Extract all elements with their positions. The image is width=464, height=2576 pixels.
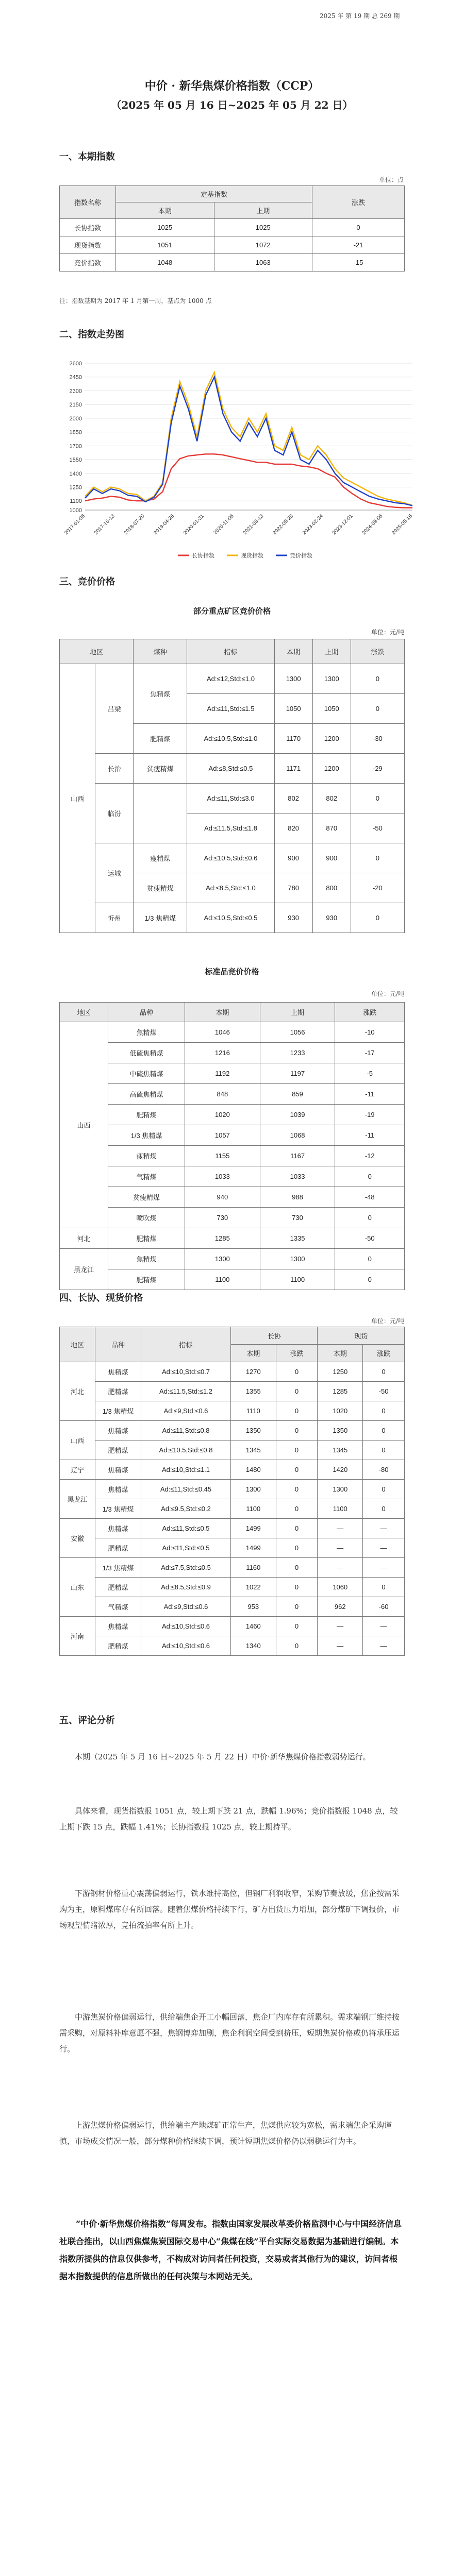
legend-label: 长协指数 bbox=[192, 553, 214, 559]
th-current: 本期 bbox=[274, 639, 312, 664]
previous-cell: 1200 bbox=[312, 754, 351, 784]
region-cell: 河北 bbox=[60, 1228, 108, 1249]
spec-cell: Ad:≤8.5,Std:≤0.9 bbox=[141, 1578, 231, 1597]
change-cell: -48 bbox=[335, 1187, 405, 1208]
coal-cell: 焦精煤 bbox=[95, 1421, 141, 1440]
current-cell: 930 bbox=[274, 903, 312, 933]
spot-current-cell: — bbox=[318, 1558, 363, 1578]
section1-unit: 单位：点 bbox=[379, 176, 404, 183]
long-current-cell: 1355 bbox=[231, 1382, 276, 1401]
previous-cell: 1068 bbox=[260, 1125, 335, 1146]
spot-change-cell: 0 bbox=[363, 1480, 405, 1499]
index-current-cell: 1048 bbox=[116, 254, 214, 272]
city-cell: 临汾 bbox=[95, 784, 134, 843]
change-cell: 0 bbox=[335, 1208, 405, 1228]
region-cell: 山东 bbox=[60, 1558, 95, 1617]
report-title: 中价 · 新华焦煤价格指数（CCP） bbox=[144, 79, 320, 93]
th-change: 涨跌 bbox=[335, 1003, 405, 1022]
standard-auction-title: 标准品竞价价格 bbox=[205, 967, 259, 976]
spec-cell: Ad:≤10.5,Std:≤0.5 bbox=[187, 903, 274, 933]
current-cell: 1171 bbox=[274, 754, 312, 784]
index-change-cell: 0 bbox=[312, 219, 405, 236]
change-cell: 0 bbox=[351, 694, 404, 724]
index-change-cell: -15 bbox=[312, 254, 405, 272]
long-change-cell: 0 bbox=[276, 1480, 318, 1499]
current-cell: 1046 bbox=[185, 1022, 260, 1043]
y-tick-label: 1850 bbox=[69, 429, 82, 436]
section-long-spot-heading: 四、长协、现货价格 bbox=[59, 1293, 143, 1303]
x-tick-label: 2020-11-06 bbox=[212, 513, 235, 536]
long-current-cell: 1340 bbox=[231, 1636, 276, 1656]
spec-cell: Ad:≤10,Std:≤0.6 bbox=[141, 1617, 231, 1636]
long-spot-price-table bbox=[59, 1327, 405, 1656]
th-region: 地区 bbox=[60, 639, 134, 664]
th-previous: 上期 bbox=[312, 639, 351, 664]
index-previous-cell: 1025 bbox=[214, 219, 312, 236]
th-current: 本期 bbox=[116, 202, 214, 219]
current-cell: 1192 bbox=[185, 1063, 260, 1084]
change-cell: 0 bbox=[335, 1269, 405, 1290]
section-trend-chart-heading: 二、指数走势图 bbox=[59, 329, 124, 340]
coal-cell: 瘦精煤 bbox=[108, 1146, 185, 1166]
long-current-cell: 953 bbox=[231, 1597, 276, 1617]
spot-current-cell: 1250 bbox=[318, 1362, 363, 1382]
spot-current-cell: 1100 bbox=[318, 1499, 363, 1519]
y-tick-label: 1250 bbox=[69, 484, 82, 491]
coal-cell: 高硫焦精煤 bbox=[108, 1084, 185, 1105]
series-line bbox=[85, 454, 412, 507]
series-line bbox=[85, 372, 412, 505]
current-cell: 1033 bbox=[185, 1166, 260, 1187]
coal-cell: 肥精煤 bbox=[95, 1578, 141, 1597]
spot-current-cell: 1060 bbox=[318, 1578, 363, 1597]
spec-cell: Ad:≤10.5,Std:≤0.8 bbox=[141, 1440, 231, 1460]
report-date-range: （2025 年 05 月 16 日~2025 年 05 月 22 日） bbox=[111, 99, 353, 111]
previous-cell: 1300 bbox=[260, 1249, 335, 1269]
long-current-cell: 1460 bbox=[231, 1617, 276, 1636]
previous-cell: 802 bbox=[312, 784, 351, 814]
change-cell: -12 bbox=[335, 1146, 405, 1166]
region-cell: 河南 bbox=[60, 1617, 95, 1656]
spot-current-cell: 1285 bbox=[318, 1382, 363, 1401]
coal-cell: 肥精煤 bbox=[108, 1269, 185, 1290]
spot-change-cell: 0 bbox=[363, 1401, 405, 1421]
spot-change-cell: -60 bbox=[363, 1597, 405, 1617]
long-change-cell: 0 bbox=[276, 1519, 318, 1538]
previous-cell: 1100 bbox=[260, 1269, 335, 1290]
spot-current-cell: — bbox=[318, 1519, 363, 1538]
spot-change-cell: — bbox=[363, 1617, 405, 1636]
coal-cell: 肥精煤 bbox=[95, 1382, 141, 1401]
spot-change-cell: 0 bbox=[363, 1578, 405, 1597]
spec-cell: Ad:≤10.5,Std:≤1.0 bbox=[187, 724, 274, 754]
coal-cell: 1/3 焦精煤 bbox=[95, 1558, 141, 1578]
long-current-cell: 1110 bbox=[231, 1401, 276, 1421]
spot-change-cell: — bbox=[363, 1538, 405, 1558]
disclaimer-paragraph: “中价·新华焦煤价格指数”每周发布。指数由国家发展改革委价格监测中心与中国经济信息社联合推出，以山西焦煤焦炭国际交易中心“焦煤在线”平台实际交易数据为基础进行编制。本指数所提供的信息仅供参考，不构成对访问者任何投资，交易或者其他行为的建议，访问者根据本指数提供的信息所做出的任何决策与本网站无关。 bbox=[59, 2219, 402, 2281]
current-cell: 730 bbox=[185, 1208, 260, 1228]
x-tick-label: 2024-09-06 bbox=[361, 513, 384, 536]
coal-cell: 肥精煤 bbox=[108, 1105, 185, 1125]
th-spot: 现货 bbox=[318, 1327, 405, 1345]
coal-cell: 气精煤 bbox=[108, 1166, 185, 1187]
current-cell: 1155 bbox=[185, 1146, 260, 1166]
change-cell: -30 bbox=[351, 724, 404, 754]
standard-auction-table bbox=[59, 1002, 405, 1290]
long-current-cell: 1300 bbox=[231, 1480, 276, 1499]
previous-cell: 800 bbox=[312, 873, 351, 903]
th-long-change: 涨跌 bbox=[276, 1345, 318, 1362]
spec-cell: Ad:≤8,Std:≤0.5 bbox=[187, 754, 274, 784]
previous-cell: 1300 bbox=[312, 664, 351, 694]
change-cell: 0 bbox=[351, 903, 404, 933]
section-auction-price-heading: 三、竞价价格 bbox=[59, 577, 115, 587]
index-name-cell: 长协指数 bbox=[60, 219, 116, 236]
spot-current-cell: 1350 bbox=[318, 1421, 363, 1440]
long-change-cell: 0 bbox=[276, 1401, 318, 1421]
long-current-cell: 1100 bbox=[231, 1499, 276, 1519]
index-name-cell: 竞价指数 bbox=[60, 254, 116, 272]
spot-change-cell: -50 bbox=[363, 1382, 405, 1401]
coal-cell: 焦精煤 bbox=[95, 1362, 141, 1382]
long-current-cell: 1350 bbox=[231, 1421, 276, 1440]
coal-cell: 焦精煤 bbox=[95, 1480, 141, 1499]
x-tick-label: 2025-05-16 bbox=[391, 513, 414, 536]
coal-cell: 焦精煤 bbox=[95, 1519, 141, 1538]
coal-cell: 肥精煤 bbox=[95, 1440, 141, 1460]
commentary-paragraph: 具体来看，现货指数报 1051 点，较上期下跌 21 点，跌幅 1.96%；竞价指数报 1048 点，较上期下跌 15 点，跌幅 1.41%；长协指数报 1025 点，较上期持平。 bbox=[59, 1806, 398, 1832]
spec-cell: Ad:≤10,Std:≤0.6 bbox=[141, 1636, 231, 1656]
spec-cell: Ad:≤9,Std:≤0.6 bbox=[141, 1401, 231, 1421]
spec-cell: Ad:≤11,Std:≤0.45 bbox=[141, 1480, 231, 1499]
long-current-cell: 1499 bbox=[231, 1538, 276, 1558]
previous-cell: 1197 bbox=[260, 1063, 335, 1084]
long-change-cell: 0 bbox=[276, 1617, 318, 1636]
long-change-cell: 0 bbox=[276, 1440, 318, 1460]
x-tick-label: 2017-01-06 bbox=[63, 513, 87, 536]
long-change-cell: 0 bbox=[276, 1538, 318, 1558]
y-tick-label: 2600 bbox=[69, 361, 82, 367]
index-name-cell: 现货指数 bbox=[60, 236, 116, 254]
province-cell: 山西 bbox=[60, 664, 95, 933]
city-cell: 忻州 bbox=[95, 903, 134, 933]
spec-cell: Ad:≤9,Std:≤0.6 bbox=[141, 1597, 231, 1617]
index-current-cell: 1051 bbox=[116, 236, 214, 254]
commentary-paragraph: 下游钢材价格重心震荡偏弱运行，铁水维持高位，但钢厂利润收窄，采购节奏放缓，焦企按需采购为主，原料煤库存有所回落。随着焦煤价格持续下行，矿方出货压力增加，部分煤矿下调报价，市场观望情绪浓厚，竞拍流拍率有所上升。 bbox=[59, 1889, 400, 1930]
previous-cell: 859 bbox=[260, 1084, 335, 1105]
coal-cell: 肥精煤 bbox=[95, 1636, 141, 1656]
coal-cell: 瘦精煤 bbox=[134, 843, 187, 873]
spot-change-cell: — bbox=[363, 1519, 405, 1538]
spec-cell: Ad:≤11,Std:≤1.5 bbox=[187, 694, 274, 724]
region-cell: 辽宁 bbox=[60, 1460, 95, 1480]
th-spec: 指标 bbox=[141, 1327, 231, 1362]
spot-current-cell: — bbox=[318, 1538, 363, 1558]
section-current-index-heading: 一、本期指数 bbox=[59, 151, 115, 162]
y-tick-label: 1000 bbox=[69, 507, 82, 514]
long-change-cell: 0 bbox=[276, 1421, 318, 1440]
coal-cell: 肥精煤 bbox=[108, 1228, 185, 1249]
region-cell: 黑龙江 bbox=[60, 1249, 108, 1290]
y-tick-label: 2000 bbox=[69, 415, 82, 422]
spot-current-cell: 1345 bbox=[318, 1440, 363, 1460]
spot-change-cell: 0 bbox=[363, 1421, 405, 1440]
spec-cell: Ad:≤11,Std:≤0.5 bbox=[141, 1519, 231, 1538]
commentary-paragraph: 本期（2025 年 5 月 16 日~2025 年 5 月 22 日）中价·新华焦煤价格指数弱势运行。 bbox=[75, 1752, 371, 1761]
current-cell: 900 bbox=[274, 843, 312, 873]
long-current-cell: 1022 bbox=[231, 1578, 276, 1597]
th-spot-current: 本期 bbox=[318, 1345, 363, 1362]
th-current: 本期 bbox=[185, 1003, 260, 1022]
coal-cell: 1/3 焦精煤 bbox=[108, 1125, 185, 1146]
long-change-cell: 0 bbox=[276, 1499, 318, 1519]
long-change-cell: 0 bbox=[276, 1362, 318, 1382]
region-cell: 山西 bbox=[60, 1421, 95, 1460]
spec-cell: Ad:≤7.5,Std:≤0.5 bbox=[141, 1558, 231, 1578]
th-index-name: 指数名称 bbox=[60, 186, 116, 219]
coal-cell: 中硫焦精煤 bbox=[108, 1063, 185, 1084]
previous-cell: 870 bbox=[312, 814, 351, 843]
change-cell: -29 bbox=[351, 754, 404, 784]
current-index-table bbox=[59, 185, 405, 272]
coal-cell: 焦精煤 bbox=[108, 1022, 185, 1043]
index-current-cell: 1025 bbox=[116, 219, 214, 236]
spec-cell: Ad:≤10.5,Std:≤0.6 bbox=[187, 843, 274, 873]
y-tick-label: 1100 bbox=[70, 498, 82, 505]
city-cell: 运城 bbox=[95, 843, 134, 903]
x-tick-label: 2017-10-13 bbox=[93, 513, 116, 536]
y-tick-label: 1400 bbox=[69, 470, 82, 477]
series-line bbox=[85, 377, 412, 506]
current-cell: 1170 bbox=[274, 724, 312, 754]
th-spec: 指标 bbox=[187, 639, 274, 664]
key-mine-unit: 单位：元/吨 bbox=[371, 629, 405, 636]
th-region: 地区 bbox=[60, 1327, 95, 1362]
spot-current-cell: — bbox=[318, 1636, 363, 1656]
coal-cell: 贫瘦精煤 bbox=[134, 754, 187, 784]
x-tick-label: 2021-08-13 bbox=[242, 513, 265, 536]
th-region: 地区 bbox=[60, 1003, 108, 1022]
y-tick-label: 2300 bbox=[69, 388, 82, 395]
change-cell: 0 bbox=[351, 664, 404, 694]
previous-cell: 1200 bbox=[312, 724, 351, 754]
spot-current-cell: 1020 bbox=[318, 1401, 363, 1421]
long-change-cell: 0 bbox=[276, 1382, 318, 1401]
coal-cell: 肥精煤 bbox=[134, 724, 187, 754]
index-previous-cell: 1072 bbox=[214, 236, 312, 254]
coal-cell bbox=[134, 784, 187, 843]
standard-unit: 单位：元/吨 bbox=[371, 990, 405, 997]
th-previous: 上期 bbox=[260, 1003, 335, 1022]
th-long-term: 长协 bbox=[231, 1327, 318, 1345]
commentary-paragraph: 上游焦煤价格偏弱运行，供给端主产地煤矿正常生产，焦煤供应较为宽松，需求端焦企采购谨慎，市场成交情况一般，部分煤种价格继续下调，预计短期焦煤价格仍以弱稳运行为主。 bbox=[59, 2121, 392, 2146]
commentary-paragraph: 中游焦炭价格偏弱运行，供给端焦企开工小幅回落，焦企厂内库存有所累积。需求端钢厂维持按需采购，对原料补库意愿不强，焦钢博弈加剧，焦企利润空间受到挤压，短期焦炭价格或仍将承压运行。 bbox=[59, 2012, 400, 2054]
coal-cell: 肥精煤 bbox=[95, 1538, 141, 1558]
spec-cell: Ad:≤11,Std:≤0.5 bbox=[141, 1538, 231, 1558]
y-tick-label: 1550 bbox=[69, 457, 82, 464]
legend-label: 现货指数 bbox=[241, 553, 263, 559]
x-tick-label: 2022-05-20 bbox=[272, 513, 295, 536]
previous-cell: 1050 bbox=[312, 694, 351, 724]
section4-unit: 单位：元/吨 bbox=[371, 1317, 405, 1325]
issue-number: 2025 年 第 19 期 总 269 期 bbox=[320, 12, 400, 20]
th-change: 涨跌 bbox=[351, 639, 404, 664]
city-cell: 长治 bbox=[95, 754, 134, 784]
spot-current-cell: 1420 bbox=[318, 1460, 363, 1480]
change-cell: -20 bbox=[351, 873, 404, 903]
spot-change-cell: -80 bbox=[363, 1460, 405, 1480]
coal-cell: 焦精煤 bbox=[95, 1460, 141, 1480]
coal-cell: 气精煤 bbox=[95, 1597, 141, 1617]
spec-cell: Ad:≤10,Std:≤0.7 bbox=[141, 1362, 231, 1382]
long-change-cell: 0 bbox=[276, 1460, 318, 1480]
long-current-cell: 1345 bbox=[231, 1440, 276, 1460]
previous-cell: 1033 bbox=[260, 1166, 335, 1187]
region-cell: 安徽 bbox=[60, 1519, 95, 1558]
th-coal: 品种 bbox=[95, 1327, 141, 1362]
spot-change-cell: 0 bbox=[363, 1499, 405, 1519]
legend-label: 竞价指数 bbox=[290, 553, 312, 559]
spot-current-cell: 962 bbox=[318, 1597, 363, 1617]
previous-cell: 900 bbox=[312, 843, 351, 873]
long-current-cell: 1499 bbox=[231, 1519, 276, 1538]
x-tick-label: 2019-04-26 bbox=[153, 513, 176, 536]
current-cell: 848 bbox=[185, 1084, 260, 1105]
spec-cell: Ad:≤12,Std:≤1.0 bbox=[187, 664, 274, 694]
current-cell: 1300 bbox=[185, 1249, 260, 1269]
change-cell: -50 bbox=[351, 814, 404, 843]
coal-cell: 贫瘦精煤 bbox=[134, 873, 187, 903]
coal-cell: 喷吹煤 bbox=[108, 1208, 185, 1228]
key-mine-auction-table bbox=[59, 639, 405, 933]
th-coal: 品种 bbox=[108, 1003, 185, 1022]
x-tick-label: 2020-01-31 bbox=[183, 513, 206, 536]
x-tick-label: 2018-07-20 bbox=[123, 513, 146, 536]
spot-change-cell: — bbox=[363, 1636, 405, 1656]
coal-cell: 焦精煤 bbox=[134, 664, 187, 724]
change-cell: 0 bbox=[335, 1166, 405, 1187]
change-cell: 0 bbox=[351, 784, 404, 814]
spec-cell: Ad:≤10,Std:≤1.1 bbox=[141, 1460, 231, 1480]
th-spot-change: 涨跌 bbox=[363, 1345, 405, 1362]
change-cell: -5 bbox=[335, 1063, 405, 1084]
current-cell: 1057 bbox=[185, 1125, 260, 1146]
previous-cell: 1335 bbox=[260, 1228, 335, 1249]
section-commentary-heading: 五、评论分析 bbox=[59, 1715, 115, 1726]
current-cell: 802 bbox=[274, 784, 312, 814]
current-cell: 940 bbox=[185, 1187, 260, 1208]
long-current-cell: 1480 bbox=[231, 1460, 276, 1480]
previous-cell: 1167 bbox=[260, 1146, 335, 1166]
current-cell: 780 bbox=[274, 873, 312, 903]
index-base-note: 注：指数基期为 2017 年 1 月第一周，基点为 1000 点 bbox=[59, 297, 212, 304]
current-cell: 1100 bbox=[185, 1269, 260, 1290]
change-cell: -11 bbox=[335, 1125, 405, 1146]
spec-cell: Ad:≤11,Std:≤3.0 bbox=[187, 784, 274, 814]
region-cell: 黑龙江 bbox=[60, 1480, 95, 1519]
long-change-cell: 0 bbox=[276, 1636, 318, 1656]
index-previous-cell: 1063 bbox=[214, 254, 312, 272]
previous-cell: 730 bbox=[260, 1208, 335, 1228]
spec-cell: Ad:≤11,Std:≤0.8 bbox=[141, 1421, 231, 1440]
index-trend-chart bbox=[57, 355, 428, 562]
spec-cell: Ad:≤11.5,Std:≤1.8 bbox=[187, 814, 274, 843]
y-tick-label: 2150 bbox=[69, 402, 82, 409]
spot-change-cell: 0 bbox=[363, 1362, 405, 1382]
x-tick-label: 2023-12-01 bbox=[331, 513, 354, 536]
x-tick-label: 2023-02-24 bbox=[301, 513, 324, 536]
long-change-cell: 0 bbox=[276, 1578, 318, 1597]
th-change: 涨跌 bbox=[312, 186, 405, 219]
key-mine-auction-title: 部分重点矿区竞价价格 bbox=[193, 606, 271, 616]
coal-cell: 低硫焦精煤 bbox=[108, 1043, 185, 1063]
change-cell: 0 bbox=[335, 1249, 405, 1269]
th-fixed-base: 定基指数 bbox=[116, 186, 312, 202]
spot-current-cell: — bbox=[318, 1617, 363, 1636]
previous-cell: 1056 bbox=[260, 1022, 335, 1043]
long-change-cell: 0 bbox=[276, 1558, 318, 1578]
coal-cell: 1/3 焦精煤 bbox=[95, 1401, 141, 1421]
index-change-cell: -21 bbox=[312, 236, 405, 254]
change-cell: -10 bbox=[335, 1022, 405, 1043]
spot-change-cell: 0 bbox=[363, 1440, 405, 1460]
city-cell: 吕梁 bbox=[95, 664, 134, 754]
region-cell: 河北 bbox=[60, 1362, 95, 1421]
change-cell: 0 bbox=[351, 843, 404, 873]
change-cell: -17 bbox=[335, 1043, 405, 1063]
current-cell: 1020 bbox=[185, 1105, 260, 1125]
spec-cell: Ad:≤11.5,Std:≤1.2 bbox=[141, 1382, 231, 1401]
change-cell: -19 bbox=[335, 1105, 405, 1125]
th-long-current: 本期 bbox=[231, 1345, 276, 1362]
previous-cell: 1233 bbox=[260, 1043, 335, 1063]
previous-cell: 988 bbox=[260, 1187, 335, 1208]
previous-cell: 930 bbox=[312, 903, 351, 933]
previous-cell: 1039 bbox=[260, 1105, 335, 1125]
spot-change-cell: — bbox=[363, 1558, 405, 1578]
coal-cell: 贫瘦精煤 bbox=[108, 1187, 185, 1208]
current-cell: 1216 bbox=[185, 1043, 260, 1063]
spec-cell: Ad:≤8.5,Std:≤1.0 bbox=[187, 873, 274, 903]
th-coal: 煤种 bbox=[134, 639, 187, 664]
current-cell: 1300 bbox=[274, 664, 312, 694]
current-cell: 1285 bbox=[185, 1228, 260, 1249]
current-cell: 1050 bbox=[274, 694, 312, 724]
coal-cell: 1/3 焦精煤 bbox=[134, 903, 187, 933]
change-cell: -11 bbox=[335, 1084, 405, 1105]
coal-cell: 1/3 焦精煤 bbox=[95, 1499, 141, 1519]
change-cell: -50 bbox=[335, 1228, 405, 1249]
long-current-cell: 1160 bbox=[231, 1558, 276, 1578]
long-change-cell: 0 bbox=[276, 1597, 318, 1617]
long-current-cell: 1270 bbox=[231, 1362, 276, 1382]
y-tick-label: 1700 bbox=[69, 443, 82, 450]
current-cell: 820 bbox=[274, 814, 312, 843]
coal-cell: 焦精煤 bbox=[108, 1249, 185, 1269]
region-cell: 山西 bbox=[60, 1022, 108, 1228]
coal-cell: 焦精煤 bbox=[95, 1617, 141, 1636]
spec-cell: Ad:≤9.5,Std:≤0.2 bbox=[141, 1499, 231, 1519]
th-previous: 上期 bbox=[214, 202, 312, 219]
spot-current-cell: 1300 bbox=[318, 1480, 363, 1499]
y-tick-label: 2450 bbox=[69, 374, 82, 381]
